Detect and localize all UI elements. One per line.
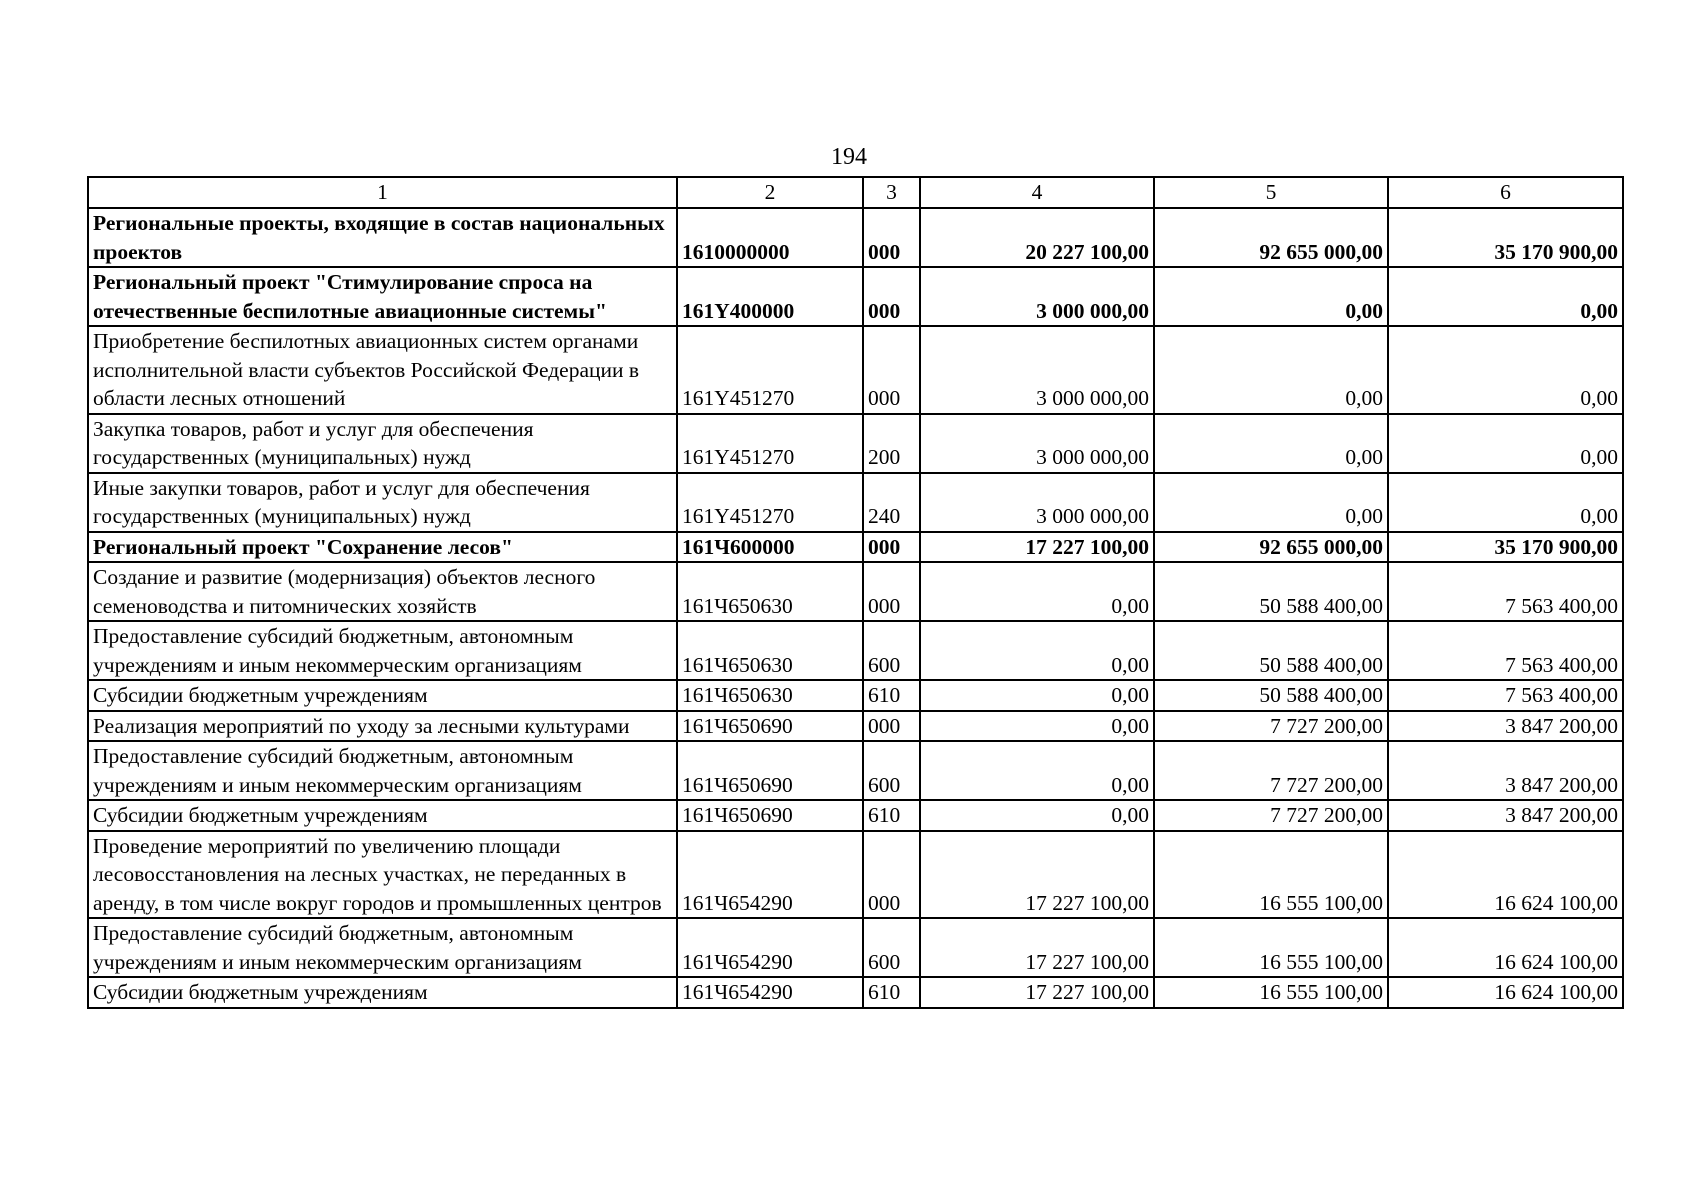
row-value-col4-cell: 0,00: [920, 621, 1154, 680]
row-value-col5-cell: 0,00: [1154, 414, 1388, 473]
row-value-col4-cell: 0,00: [920, 711, 1154, 742]
row-value-col4-cell: 3 000 000,00: [920, 326, 1154, 414]
row-name-cell: Приобретение беспилотных авиационных систем органами исполнительной власти субъектов Российской Федерации в области лесных отношений: [88, 326, 677, 414]
row-value-col4-cell: 3 000 000,00: [920, 267, 1154, 326]
row-code-cell: 161Ч650630: [677, 680, 863, 711]
row-value-col4-cell: 0,00: [920, 741, 1154, 800]
row-code-cell: 161Ч654290: [677, 977, 863, 1008]
row-value-col4-cell: 17 227 100,00: [920, 831, 1154, 919]
row-value-col4-cell: 0,00: [920, 562, 1154, 621]
row-value-col6-cell: 3 847 200,00: [1388, 800, 1623, 831]
table-row: [88, 918, 1623, 977]
row-value-col4-cell: 3 000 000,00: [920, 414, 1154, 473]
row-value-col5-cell: 7 727 200,00: [1154, 741, 1388, 800]
row-name-cell: Субсидии бюджетным учреждениям: [88, 977, 677, 1008]
row-value-col6-cell: 3 847 200,00: [1388, 741, 1623, 800]
table-row: [88, 326, 1623, 414]
row-code-cell: 161Y451270: [677, 473, 863, 532]
row-value-col5-cell: 0,00: [1154, 267, 1388, 326]
row-value-col4-cell: 3 000 000,00: [920, 473, 1154, 532]
row-value-col5-cell: 7 727 200,00: [1154, 711, 1388, 742]
table-row: [88, 680, 1623, 711]
row-value-col5-cell: 50 588 400,00: [1154, 621, 1388, 680]
table-row: [88, 267, 1623, 326]
row-value-col6-cell: 7 563 400,00: [1388, 562, 1623, 621]
row-code-cell: 161Y451270: [677, 414, 863, 473]
row-value-col5-cell: 16 555 100,00: [1154, 977, 1388, 1008]
column-header-4: 4: [920, 177, 1154, 208]
row-expense-type-cell: 000: [863, 208, 920, 267]
row-code-cell: 161Ч654290: [677, 831, 863, 919]
row-expense-type-cell: 000: [863, 831, 920, 919]
page-number: 194: [831, 144, 867, 170]
row-name-cell: Региональный проект "Сохранение лесов": [88, 532, 677, 563]
row-expense-type-cell: 610: [863, 680, 920, 711]
table-row: [88, 414, 1623, 473]
row-value-col6-cell: 0,00: [1388, 326, 1623, 414]
row-code-cell: 1610000000: [677, 208, 863, 267]
table-row: [88, 831, 1623, 919]
row-value-col5-cell: 92 655 000,00: [1154, 208, 1388, 267]
row-value-col6-cell: 35 170 900,00: [1388, 208, 1623, 267]
table-row: [88, 562, 1623, 621]
row-expense-type-cell: 000: [863, 267, 920, 326]
row-name-cell: Реализация мероприятий по уходу за лесными культурами: [88, 711, 677, 742]
row-value-col5-cell: 7 727 200,00: [1154, 800, 1388, 831]
row-value-col4-cell: 0,00: [920, 800, 1154, 831]
row-code-cell: 161Y400000: [677, 267, 863, 326]
row-expense-type-cell: 200: [863, 414, 920, 473]
row-value-col4-cell: 17 227 100,00: [920, 977, 1154, 1008]
row-name-cell: Субсидии бюджетным учреждениям: [88, 800, 677, 831]
row-value-col5-cell: 16 555 100,00: [1154, 831, 1388, 919]
row-expense-type-cell: 600: [863, 621, 920, 680]
row-value-col6-cell: 0,00: [1388, 414, 1623, 473]
row-code-cell: 161Ч600000: [677, 532, 863, 563]
row-name-cell: Региональные проекты, входящие в состав национальных проектов: [88, 208, 677, 267]
table-row: [88, 208, 1623, 267]
row-value-col5-cell: 92 655 000,00: [1154, 532, 1388, 563]
row-name-cell: Закупка товаров, работ и услуг для обеспечения государственных (муниципальных) нужд: [88, 414, 677, 473]
row-expense-type-cell: 000: [863, 532, 920, 563]
row-value-col6-cell: 7 563 400,00: [1388, 621, 1623, 680]
column-header-1: 1: [88, 177, 677, 208]
row-name-cell: Региональный проект "Стимулирование спроса на отечественные беспилотные авиационные системы": [88, 267, 677, 326]
row-code-cell: 161Ч650690: [677, 741, 863, 800]
row-code-cell: 161Ч650630: [677, 621, 863, 680]
row-value-col6-cell: 0,00: [1388, 267, 1623, 326]
row-name-cell: Проведение мероприятий по увеличению площади лесовосстановления на лесных участках, не переданных в аренду, в том числе вокруг городов и промышленных центров: [88, 831, 677, 919]
row-value-col5-cell: 50 588 400,00: [1154, 680, 1388, 711]
row-name-cell: Предоставление субсидий бюджетным, автономным учреждениям и иным некоммерческим организациям: [88, 918, 677, 977]
row-code-cell: 161Ч650690: [677, 711, 863, 742]
row-value-col5-cell: 0,00: [1154, 326, 1388, 414]
row-value-col6-cell: 16 624 100,00: [1388, 977, 1623, 1008]
table-row: [88, 473, 1623, 532]
row-expense-type-cell: 610: [863, 977, 920, 1008]
row-name-cell: Иные закупки товаров, работ и услуг для обеспечения государственных (муниципальных) нужд: [88, 473, 677, 532]
column-header-2: 2: [677, 177, 863, 208]
table-row: [88, 711, 1623, 742]
row-code-cell: 161Ч650630: [677, 562, 863, 621]
row-expense-type-cell: 000: [863, 326, 920, 414]
row-value-col6-cell: 16 624 100,00: [1388, 831, 1623, 919]
column-header-3: 3: [863, 177, 920, 208]
row-expense-type-cell: 000: [863, 562, 920, 621]
row-value-col5-cell: 0,00: [1154, 473, 1388, 532]
column-header-5: 5: [1154, 177, 1388, 208]
table-row: [88, 621, 1623, 680]
row-code-cell: 161Ч654290: [677, 918, 863, 977]
table-header-row: [88, 177, 1623, 208]
row-value-col4-cell: 20 227 100,00: [920, 208, 1154, 267]
table-body: [88, 208, 1623, 1008]
row-expense-type-cell: 600: [863, 918, 920, 977]
column-header-6: 6: [1388, 177, 1623, 208]
row-value-col4-cell: 17 227 100,00: [920, 532, 1154, 563]
table-row: [88, 532, 1623, 563]
row-value-col5-cell: 16 555 100,00: [1154, 918, 1388, 977]
row-code-cell: 161Ч650690: [677, 800, 863, 831]
row-value-col6-cell: 16 624 100,00: [1388, 918, 1623, 977]
row-expense-type-cell: 240: [863, 473, 920, 532]
row-expense-type-cell: 610: [863, 800, 920, 831]
row-expense-type-cell: 600: [863, 741, 920, 800]
row-value-col6-cell: 0,00: [1388, 473, 1623, 532]
row-code-cell: 161Y451270: [677, 326, 863, 414]
row-expense-type-cell: 000: [863, 711, 920, 742]
row-value-col6-cell: 7 563 400,00: [1388, 680, 1623, 711]
row-value-col4-cell: 0,00: [920, 680, 1154, 711]
row-value-col6-cell: 35 170 900,00: [1388, 532, 1623, 563]
table-row: [88, 800, 1623, 831]
row-value-col4-cell: 17 227 100,00: [920, 918, 1154, 977]
table-row: [88, 741, 1623, 800]
table-row: [88, 977, 1623, 1008]
row-name-cell: Создание и развитие (модернизация) объектов лесного семеноводства и питомнических хозяйств: [88, 562, 677, 621]
budget-table: [87, 176, 1624, 1009]
row-value-col6-cell: 3 847 200,00: [1388, 711, 1623, 742]
row-value-col5-cell: 50 588 400,00: [1154, 562, 1388, 621]
row-name-cell: Субсидии бюджетным учреждениям: [88, 680, 677, 711]
row-name-cell: Предоставление субсидий бюджетным, автономным учреждениям и иным некоммерческим организациям: [88, 741, 677, 800]
row-name-cell: Предоставление субсидий бюджетным, автономным учреждениям и иным некоммерческим организациям: [88, 621, 677, 680]
